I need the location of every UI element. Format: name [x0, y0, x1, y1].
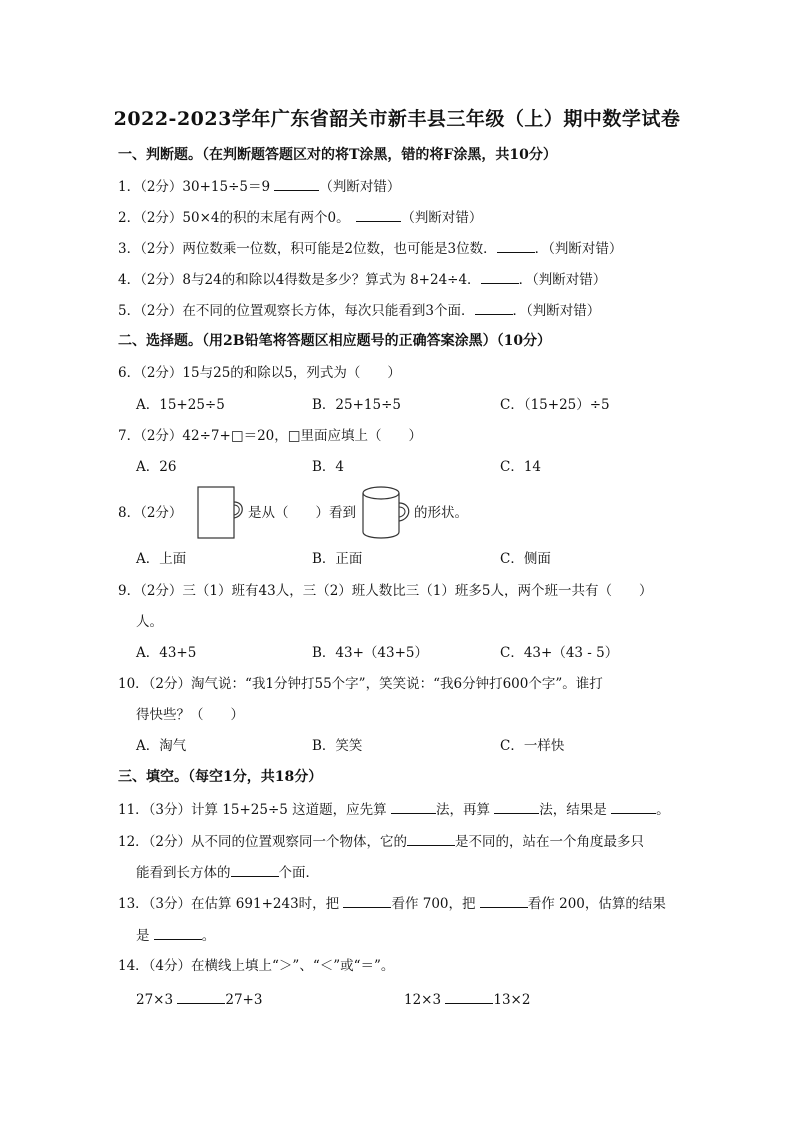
option-b[interactable]: B．正面	[312, 551, 363, 567]
cup-front-view-icon	[197, 486, 249, 540]
question-13: 13．（3分）在估算 691+243时，把 看作 700，把 看作 200，估算的结果	[118, 896, 666, 912]
option-b[interactable]: B．25+15÷5	[312, 397, 401, 413]
question-10: 10．（2分）淘气说：“我1分钟打55个字”，笑笑说：“我6分钟打600个字”。谁打	[118, 676, 603, 692]
question-5: 5．（2分）在不同的位置观察长方体，每次只能看到3个面． ．（判断对错）	[118, 303, 601, 319]
question-14: 14．（4分）在横线上填上“＞”、“＜”或“＝”。	[118, 958, 395, 974]
question-8-text-end: 的形状。	[414, 505, 468, 521]
section-3-heading: 三、填空。（每空1分，共18分）	[118, 769, 323, 785]
option-c[interactable]: C．43+（43 - 5）	[500, 645, 619, 661]
question-13-continuation: 是 。	[136, 928, 216, 944]
answer-blank[interactable]	[356, 208, 401, 222]
cup-3d-icon	[362, 486, 416, 540]
answer-blank[interactable]	[445, 990, 493, 1004]
answer-blank[interactable]	[494, 800, 539, 814]
comparison-right: 12×3 13×2	[404, 992, 531, 1008]
answer-blank[interactable]	[481, 270, 519, 284]
option-a[interactable]: A．26	[136, 459, 177, 475]
option-c[interactable]: C．14	[500, 459, 542, 475]
question-6: 6．（2分）15与25的和除以5，列式为（ ）	[118, 365, 401, 381]
question-8-number: 8．（2分）	[118, 505, 183, 521]
question-10-continuation: 得快些？（ ）	[136, 707, 244, 723]
answer-blank[interactable]	[611, 800, 656, 814]
answer-blank[interactable]	[407, 832, 455, 846]
section-1-heading: 一、判断题。（在判断题答题区对的将T涂黑，错的将F涂黑，共10分）	[118, 147, 557, 163]
answer-blank[interactable]	[391, 800, 436, 814]
answer-blank[interactable]	[343, 894, 391, 908]
option-c[interactable]: C．侧面	[500, 551, 551, 567]
option-b[interactable]: B．43+（43+5）	[312, 645, 428, 661]
answer-blank[interactable]	[154, 926, 202, 940]
question-12: 12．（2分）从不同的位置观察同一个物体，它的 是不同的，站在一个角度最多只	[118, 834, 645, 850]
option-a[interactable]: A．43+5	[136, 645, 197, 661]
answer-blank[interactable]	[480, 894, 528, 908]
question-3: 3．（2分）两位数乘一位数，积可能是2位数，也可能是3位数． ．（判断对错）	[118, 241, 623, 257]
answer-blank[interactable]	[475, 301, 513, 315]
question-9-continuation: 人。	[136, 614, 163, 630]
option-c[interactable]: C．（15+25）÷5	[500, 397, 610, 413]
question-8-text-middle: 是从（ ）看到	[248, 505, 356, 521]
option-c[interactable]: C．一样快	[500, 738, 565, 754]
answer-blank[interactable]	[274, 177, 319, 191]
question-9: 9．（2分）三（1）班有43人，三（2）班人数比三（1）班多5人，两个班一共有（ ）	[118, 583, 653, 599]
answer-blank[interactable]	[177, 990, 225, 1004]
section-2-heading: 二、选择题。（用2B铅笔将答题区相应题号的正确答案涂黑）（10分）	[118, 333, 552, 349]
question-1: 1．（2分）30+15÷5＝9 （判断对错）	[118, 179, 401, 195]
option-a[interactable]: A．上面	[136, 551, 187, 567]
question-4: 4．（2分）8与24的和除以4得数是多少？算式为 8+24÷4． ．（判断对错）	[118, 272, 607, 288]
answer-blank[interactable]	[497, 239, 535, 253]
question-7: 7．（2分）42÷7+□＝20，□里面应填上（ ）	[118, 428, 423, 444]
option-a[interactable]: A．淘气	[136, 738, 187, 754]
question-12-continuation: 能看到长方体的 个面．	[136, 865, 319, 881]
option-a[interactable]: A．15+25÷5	[136, 397, 225, 413]
answer-blank[interactable]	[231, 863, 279, 877]
comparison-left: 27×3 27+3	[136, 992, 263, 1008]
question-2: 2．（2分）50×4的积的末尾有两个0。 （判断对错）	[118, 210, 483, 226]
page-title: 2022-2023学年广东省韶关市新丰县三年级（上）期中数学试卷	[113, 108, 681, 130]
question-11: 11．（3分）计算 15+25÷5 这道题，应先算 法，再算 法，结果是 。	[118, 802, 670, 818]
option-b[interactable]: B．4	[312, 459, 345, 475]
option-b[interactable]: B．笑笑	[312, 738, 363, 754]
